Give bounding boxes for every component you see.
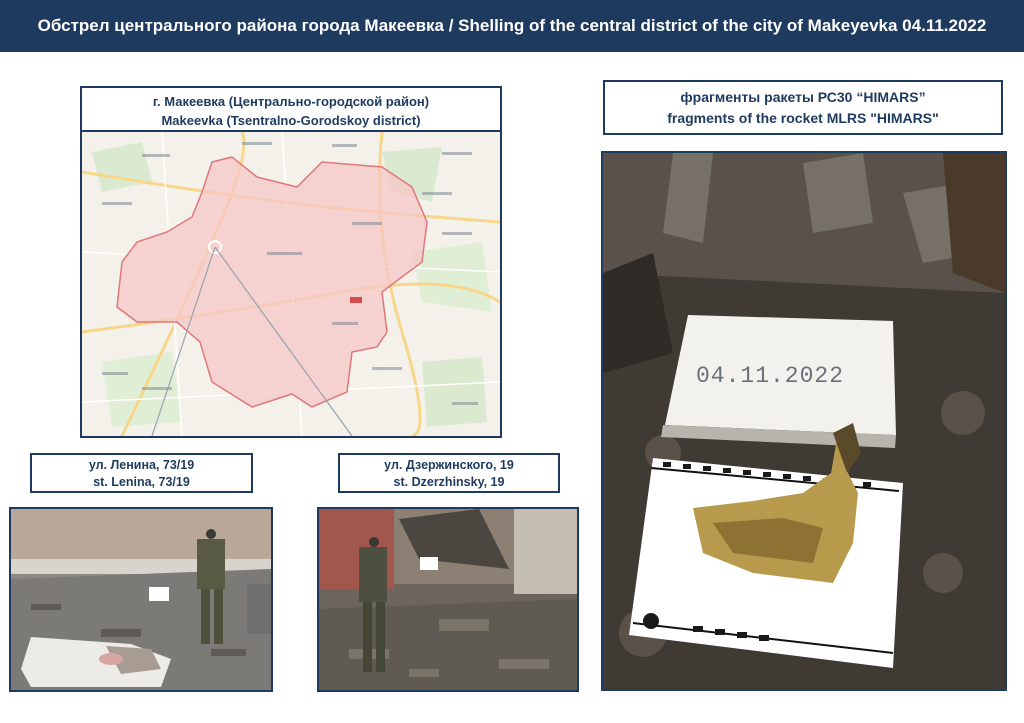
location-ru-lenina: ул. Ленина, 73/19: [88, 458, 195, 472]
map-title-en: Makeevka (Tsentralno-Gorodskoy district): [161, 113, 421, 128]
photo-dzerzhinsky-site: [317, 507, 579, 692]
photo-lenina-site: [9, 507, 273, 692]
fragments-title-ru: фрагменты ракеты РС30 “HIMARS”: [680, 89, 926, 105]
map-title-ru: г. Макеевка (Центрально-городской район): [152, 94, 430, 109]
map-title: [82, 88, 500, 132]
location-en-dzerzhinsky: st. Dzerzhinsky, 19: [393, 475, 505, 489]
location-ru-dzerzhinsky: ул. Дзержинского, 19: [384, 458, 514, 472]
fragments-title-en: fragments of the rocket MLRS "HIMARS": [667, 110, 939, 126]
photo-fragment-graphic: [603, 153, 1005, 689]
photo-lenina-graphic: [11, 509, 271, 690]
photo-rocket-fragment: [601, 151, 1007, 691]
location-label-lenina: [30, 453, 253, 493]
fragments-label: [603, 80, 1003, 135]
map-graphic: [82, 132, 500, 436]
location-label-dzerzhinsky: [338, 453, 560, 493]
card-date: 04.11.2022: [695, 363, 845, 389]
location-en-lenina: st. Lenina, 73/19: [93, 475, 190, 489]
page-title: Обстрел центрального района города Макеевка / Shelling of the central district of the city of Makeyevka 04.11.2022: [37, 16, 987, 35]
photo-dzerzhinsky-graphic: [319, 509, 577, 690]
map-panel: [80, 86, 502, 438]
district-map: [82, 132, 500, 436]
